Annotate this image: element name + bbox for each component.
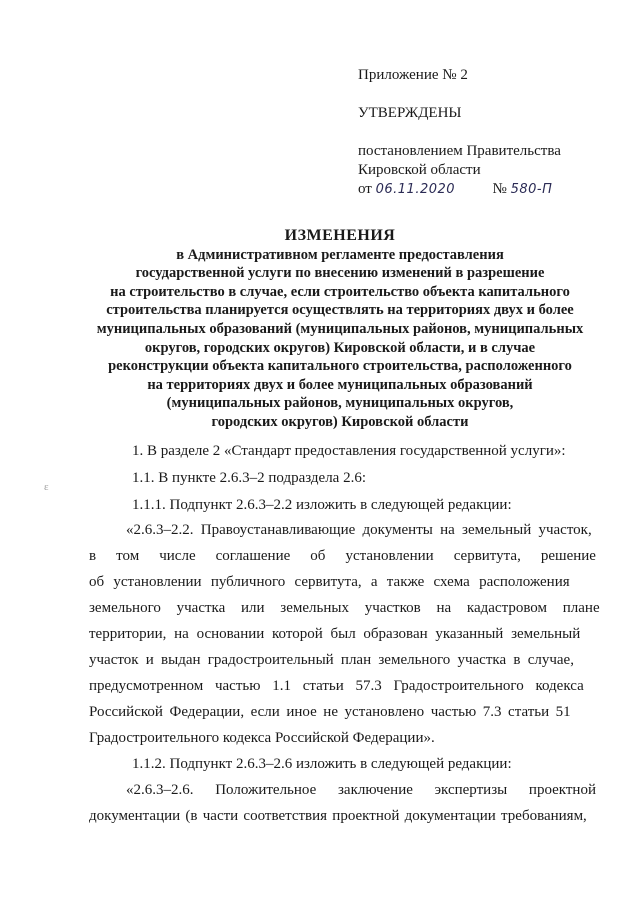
- word: Положительное: [215, 782, 317, 798]
- paragraph-1: 1. В разделе 2 «Стандарт предоставления государственной услуги»:: [132, 443, 566, 459]
- word: числе: [159, 548, 196, 564]
- word: в: [89, 548, 97, 564]
- word: установлении: [345, 548, 434, 564]
- paragraph-4-line-3: об установлении публичного сервитута, а также схема расположения: [89, 574, 570, 590]
- paragraph-5: 1.1.2. Подпункт 2.6.3–2.6 изложить в следующей редакции:: [132, 756, 512, 772]
- title-line: в Административном регламенте предоставления: [176, 246, 504, 263]
- paragraph-6-line-2: документации (в части соответствия проектной документации требованиям,: [89, 808, 587, 824]
- from-label: от: [358, 181, 372, 197]
- paragraph-6-line-1: [126, 782, 596, 799]
- paragraph-4-line-6: участок и выдан градостроительный план земельного участка в случае,: [89, 652, 574, 668]
- decree-line-2: Кировской области: [358, 162, 481, 178]
- approval-block: [358, 66, 561, 199]
- appendix-label: Приложение № 2: [358, 67, 468, 83]
- word: решение: [540, 548, 596, 564]
- number-label: №: [492, 181, 507, 197]
- word: «2.6.3–2.6.: [126, 782, 194, 798]
- title-main: ИЗМЕНЕНИЯ: [284, 227, 396, 244]
- paragraph-3: 1.1.1. Подпункт 2.6.3–2.2 изложить в следующей редакции:: [132, 497, 512, 513]
- decree-line-1: постановлением Правительства: [358, 143, 561, 159]
- paragraph-4-line-2: [89, 548, 596, 565]
- paragraph-4-line-8: Российской Федерации, если иное не установлено частью 7.3 статьи 51: [89, 704, 571, 720]
- word: заключение: [337, 782, 413, 798]
- approved-label: УТВЕРЖДЕНЫ: [358, 105, 462, 121]
- title-line: округов, городских округов) Кировской области, и в случае: [144, 339, 536, 356]
- word: сервитута,: [453, 548, 521, 564]
- title-line: на территориях двух и более муниципальных образований: [147, 376, 533, 393]
- title-line: на строительство в случае, если строительство объекта капитального: [110, 283, 570, 300]
- word: том: [116, 548, 140, 564]
- paragraph-2: 1.1. В пункте 2.6.3–2 подраздела 2.6:: [132, 470, 367, 486]
- paragraph-4-line-1: [126, 522, 596, 539]
- word: проектной: [528, 782, 596, 798]
- margin-mark: ɛ: [44, 481, 49, 493]
- document-title: [80, 227, 600, 432]
- paragraph-4-line-5: территории, на основании которой был образован указанный земельный: [89, 626, 581, 642]
- paragraph-4-line-4: земельного участка или земельных участков на кадастровом плане: [89, 600, 600, 616]
- title-line: городских округов) Кировской области: [211, 413, 469, 430]
- word: экспертизы: [434, 782, 508, 798]
- paragraph-4-line-9: Градостроительного кодекса Российской Федерации».: [89, 730, 435, 746]
- title-line: государственной услуги по внесению изменений в разрешение: [135, 265, 545, 282]
- title-line: (муниципальных районов, муниципальных округов,: [166, 395, 514, 412]
- handwritten-number: 580-П: [510, 182, 553, 197]
- word: об: [310, 548, 326, 564]
- handwritten-date: 06.11.2020: [375, 182, 456, 197]
- paragraph-4-line-7: предусмотренном частью 1.1 статьи 57.3 Градостроительного кодекса: [89, 678, 584, 694]
- p4-line1-text: «2.6.3–2.2. Правоустанавливающие документы на земельный участок,: [126, 522, 592, 538]
- title-line: реконструкции объекта капитального строительства, расположенного: [108, 358, 572, 375]
- title-line: муниципальных образований (муниципальных районов, муниципальных: [96, 320, 584, 337]
- decree-date-number: [358, 180, 561, 199]
- word: соглашение: [215, 548, 291, 564]
- title-line: строительства планируется осуществлять на территориях двух и более: [106, 302, 574, 319]
